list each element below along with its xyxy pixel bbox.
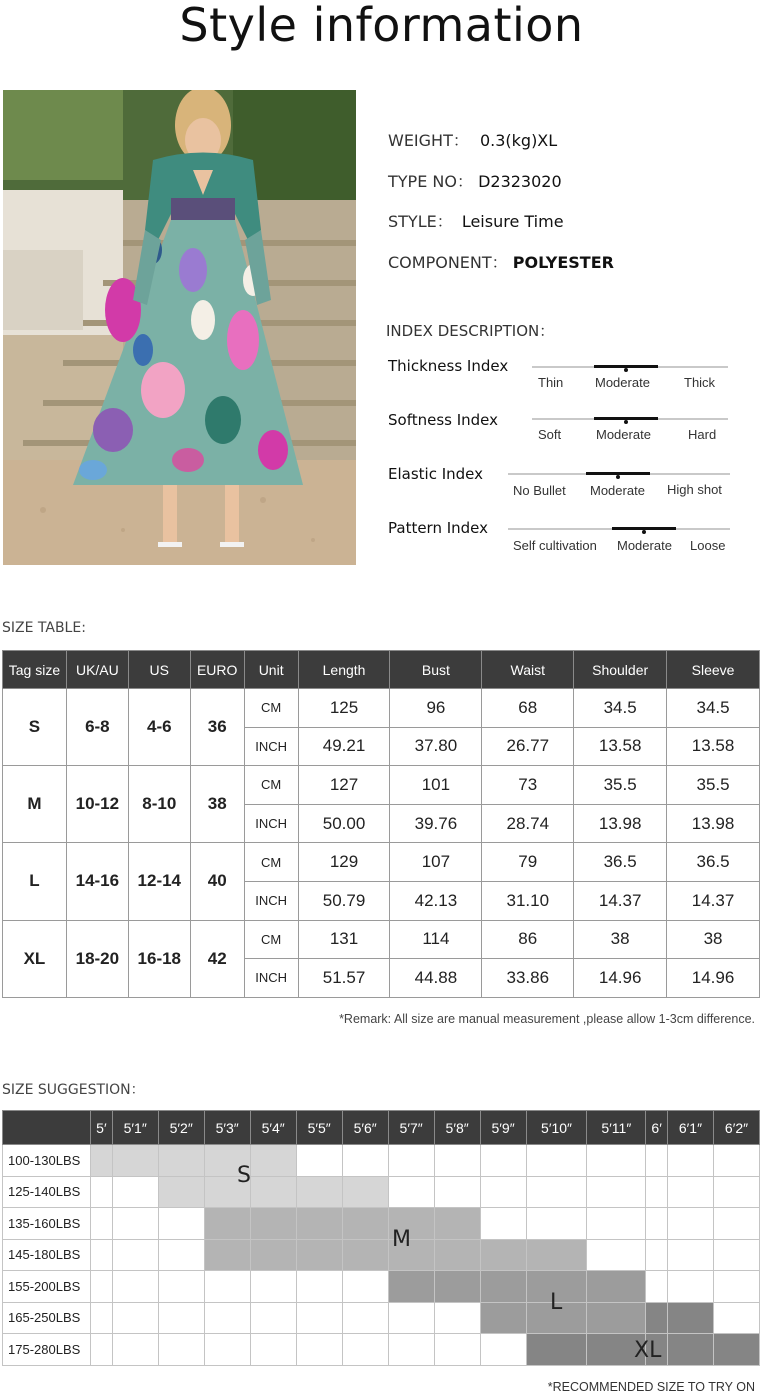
shoulder-cell: 38 [574,920,667,959]
height-header: 6′2″ [713,1111,759,1145]
sleeve-cell: 36.5 [667,843,760,882]
header-bust: Bust [390,651,482,689]
grid-cell [667,1176,713,1208]
header-shoulder: Shoulder [574,651,667,689]
us-cell: 4-6 [128,689,190,766]
bust-cell: 114 [390,920,482,959]
grid-cell [480,1239,526,1271]
softness-label-mid: Moderate [596,427,651,442]
grid-cell [388,1176,434,1208]
grid-cell [587,1176,646,1208]
size-letter-m: M [392,1227,411,1252]
grid-cell [434,1239,480,1271]
thickness-index-dot [624,368,628,372]
length-cell: 50.79 [298,881,390,920]
product-photo [3,90,356,565]
shoulder-cell: 36.5 [574,843,667,882]
remark-note: *Remark: All size are manual measurement ,please allow 1-3cm difference. [339,1012,755,1026]
header-sleeve: Sleeve [667,651,760,689]
weight-label: 100-130LBS [3,1145,91,1177]
grid-cell [480,1145,526,1177]
size-table [2,650,760,998]
header-us: US [128,651,190,689]
grid-cell [204,1239,250,1271]
sleeve-cell: 38 [667,920,760,959]
grid-cell [587,1208,646,1240]
pattern-index-title: Pattern Index [388,519,489,537]
grid-cell [342,1302,388,1334]
style-label: STYLE： [388,212,453,231]
grid-cell [646,1145,668,1177]
grid-cell [250,1271,296,1303]
grid-cell [587,1302,646,1334]
ukau-cell: 6-8 [66,689,128,766]
weight-info [388,128,557,151]
grid-cell [250,1239,296,1271]
height-header: 6′1″ [667,1111,713,1145]
grid-cell [713,1176,759,1208]
waist-cell: 31.10 [482,881,574,920]
size-letter-xl: XL [634,1338,662,1363]
height-header: 5′2″ [158,1111,204,1145]
weight-label: 135-160LBS [3,1208,91,1240]
sleeve-cell: 13.98 [667,804,760,843]
grid-cell [667,1145,713,1177]
grid-cell [112,1145,158,1177]
euro-cell: 38 [190,766,244,843]
sleeve-cell: 14.37 [667,881,760,920]
type-value: D2323020 [478,172,562,191]
elastic-label-high: High shot [667,482,722,497]
grid-cell [158,1334,204,1366]
grid-cell [526,1176,587,1208]
unit-cell: CM [244,920,298,959]
weight-label: 125-140LBS [3,1176,91,1208]
grid-cell [296,1302,342,1334]
height-header: 5′4″ [250,1111,296,1145]
unit-cell: CM [244,689,298,728]
thickness-label-high: Thick [684,375,716,390]
header-length: Length [298,651,390,689]
table-row [3,1208,760,1240]
unit-cell: INCH [244,804,298,843]
grid-cell [667,1334,713,1366]
height-header: 6′ [646,1111,668,1145]
thickness-label-low: Thin [538,375,564,390]
waist-cell: 26.77 [482,727,574,766]
header-euro: EURO [190,651,244,689]
ukau-cell: 10-12 [66,766,128,843]
header-tag-size: Tag size [3,651,67,689]
weight-value: 0.3(kg)XL [479,131,558,150]
grid-cell [526,1145,587,1177]
grid-cell [91,1334,113,1366]
grid-cell [713,1145,759,1177]
size-table-label: SIZE TABLE: [2,620,86,636]
weight-label: 155-200LBS [3,1271,91,1303]
grid-cell [342,1239,388,1271]
bust-cell: 44.88 [390,959,482,998]
tag-size-cell: L [3,843,67,920]
grid-cell [296,1208,342,1240]
pattern-label-mid: Moderate [617,538,672,553]
size-table-header-row [3,651,760,689]
size-suggestion-label: SIZE SUGGESTION： [2,1082,145,1098]
table-row [3,843,760,882]
grid-cell [112,1271,158,1303]
header-corner [3,1111,91,1145]
bust-cell: 39.76 [390,804,482,843]
grid-cell [434,1208,480,1240]
table-row [3,766,760,805]
height-header: 5′3″ [204,1111,250,1145]
grid-cell [250,1208,296,1240]
grid-cell [204,1271,250,1303]
grid-cell [342,1208,388,1240]
grid-cell [204,1208,250,1240]
bust-cell: 101 [390,766,482,805]
component-value: POLYESTER [512,253,614,272]
shoulder-cell: 34.5 [574,689,667,728]
grid-cell [713,1239,759,1271]
grid-cell [112,1176,158,1208]
weight-label: 145-180LBS [3,1239,91,1271]
pattern-index-dot [642,530,646,534]
waist-cell: 68 [482,689,574,728]
grid-cell [434,1302,480,1334]
ukau-cell: 14-16 [66,843,128,920]
recommended-note: *RECOMMENDED SIZE TO TRY ON [547,1380,755,1394]
elastic-label-mid: Moderate [590,483,645,498]
bust-cell: 42.13 [390,881,482,920]
grid-cell [342,1334,388,1366]
grid-cell [296,1176,342,1208]
grid-cell [434,1271,480,1303]
grid-cell [713,1334,759,1366]
bust-cell: 37.80 [390,727,482,766]
grid-cell [296,1145,342,1177]
ukau-cell: 18-20 [66,920,128,997]
grid-cell [667,1208,713,1240]
grid-cell [296,1239,342,1271]
grid-cell [388,1145,434,1177]
table-row [3,1176,760,1208]
table-row [3,689,760,728]
type-label: TYPE NO： [388,172,473,191]
suggestion-header-row [3,1111,760,1145]
style-value: Leisure Time [461,212,564,231]
grid-cell [158,1145,204,1177]
length-cell: 50.00 [298,804,390,843]
unit-cell: CM [244,843,298,882]
us-cell: 8-10 [128,766,190,843]
table-row [3,1302,760,1334]
type-info [388,169,562,192]
us-cell: 12-14 [128,843,190,920]
grid-cell [91,1239,113,1271]
page-title: Style information [179,0,584,52]
component-info [388,250,614,273]
height-header: 5′6″ [342,1111,388,1145]
weight-label: 175-280LBS [3,1334,91,1366]
grid-cell [204,1334,250,1366]
weight-label: 165-250LBS [3,1302,91,1334]
waist-cell: 86 [482,920,574,959]
shoulder-cell: 14.37 [574,881,667,920]
grid-cell [480,1302,526,1334]
grid-cell [388,1271,434,1303]
grid-cell [434,1334,480,1366]
softness-index-title: Softness Index [388,411,499,429]
grid-cell [480,1208,526,1240]
grid-cell [296,1334,342,1366]
grid-cell [587,1145,646,1177]
table-row [3,920,760,959]
length-cell: 51.57 [298,959,390,998]
sleeve-cell: 35.5 [667,766,760,805]
euro-cell: 36 [190,689,244,766]
grid-cell [646,1271,668,1303]
grid-cell [250,1176,296,1208]
elastic-label-low: No Bullet [513,483,566,498]
height-header: 5′11″ [587,1111,646,1145]
tag-size-cell: XL [3,920,67,997]
grid-cell [158,1208,204,1240]
softness-label-low: Soft [538,427,562,442]
size-letter-s: S [237,1163,251,1188]
waist-cell: 33.86 [482,959,574,998]
grid-cell [158,1239,204,1271]
bust-cell: 96 [390,689,482,728]
grid-cell [342,1145,388,1177]
grid-cell [342,1271,388,1303]
grid-cell [667,1239,713,1271]
height-header: 5′8″ [434,1111,480,1145]
unit-cell: INCH [244,959,298,998]
height-header: 5′1″ [112,1111,158,1145]
grid-cell [646,1239,668,1271]
unit-cell: INCH [244,881,298,920]
euro-cell: 42 [190,920,244,997]
grid-cell [526,1208,587,1240]
grid-cell [587,1239,646,1271]
grid-cell [250,1145,296,1177]
grid-cell [112,1334,158,1366]
length-cell: 127 [298,766,390,805]
index-description-label: INDEX DESCRIPTION： [386,322,555,340]
grid-cell [91,1145,113,1177]
pattern-label-low: Self cultivation [513,538,597,553]
us-cell: 16-18 [128,920,190,997]
tag-size-cell: M [3,766,67,843]
height-header: 5′10″ [526,1111,587,1145]
grid-cell [667,1271,713,1303]
component-label: COMPONENT： [388,253,508,272]
grid-cell [526,1239,587,1271]
length-cell: 49.21 [298,727,390,766]
sleeve-cell: 13.58 [667,727,760,766]
shoulder-cell: 35.5 [574,766,667,805]
grid-cell [713,1208,759,1240]
pattern-label-high: Loose [690,538,726,553]
waist-cell: 79 [482,843,574,882]
grid-cell [526,1334,587,1366]
grid-cell [434,1176,480,1208]
length-cell: 125 [298,689,390,728]
weight-label: WEIGHT： [388,131,469,150]
softness-label-high: Hard [688,427,717,442]
grid-cell [158,1271,204,1303]
elastic-index-dot [616,475,620,479]
grid-cell [91,1176,113,1208]
size-letter-l: L [550,1290,563,1315]
sleeve-cell: 14.96 [667,959,760,998]
tag-size-cell: S [3,689,67,766]
grid-cell [388,1334,434,1366]
unit-cell: INCH [244,727,298,766]
grid-cell [388,1302,434,1334]
table-row [3,1271,760,1303]
header-ukau: UK/AU [66,651,128,689]
length-cell: 131 [298,920,390,959]
header-unit: Unit [244,651,298,689]
grid-cell [204,1302,250,1334]
grid-cell [342,1176,388,1208]
length-cell: 129 [298,843,390,882]
grid-cell [646,1302,668,1334]
shoulder-cell: 13.58 [574,727,667,766]
height-header: 5′ [91,1111,113,1145]
table-row [3,1239,760,1271]
grid-cell [667,1302,713,1334]
elastic-index-title: Elastic Index [388,465,484,483]
grid-cell [480,1176,526,1208]
thickness-label-mid: Moderate [595,375,650,390]
grid-cell [112,1208,158,1240]
height-header: 5′9″ [480,1111,526,1145]
grid-cell [713,1271,759,1303]
grid-cell [250,1334,296,1366]
shoulder-cell: 14.96 [574,959,667,998]
grid-cell [646,1208,668,1240]
waist-cell: 73 [482,766,574,805]
waist-cell: 28.74 [482,804,574,843]
height-header: 5′7″ [388,1111,434,1145]
header-waist: Waist [482,651,574,689]
grid-cell [112,1239,158,1271]
bust-cell: 107 [390,843,482,882]
grid-cell [250,1302,296,1334]
grid-cell [434,1145,480,1177]
grid-cell [296,1271,342,1303]
grid-cell [480,1271,526,1303]
height-header: 5′5″ [296,1111,342,1145]
style-info [388,209,564,232]
grid-cell [91,1271,113,1303]
shoulder-cell: 13.98 [574,804,667,843]
sleeve-cell: 34.5 [667,689,760,728]
table-row [3,1145,760,1177]
thickness-index-title: Thickness Index [388,357,509,375]
grid-cell [646,1176,668,1208]
euro-cell: 40 [190,843,244,920]
grid-cell [158,1302,204,1334]
grid-cell [480,1334,526,1366]
grid-cell [112,1302,158,1334]
grid-cell [587,1271,646,1303]
grid-cell [713,1302,759,1334]
size-suggestion-table [2,1110,760,1366]
grid-cell [91,1302,113,1334]
grid-cell [158,1176,204,1208]
grid-cell [91,1208,113,1240]
unit-cell: CM [244,766,298,805]
softness-index-dot [624,420,628,424]
